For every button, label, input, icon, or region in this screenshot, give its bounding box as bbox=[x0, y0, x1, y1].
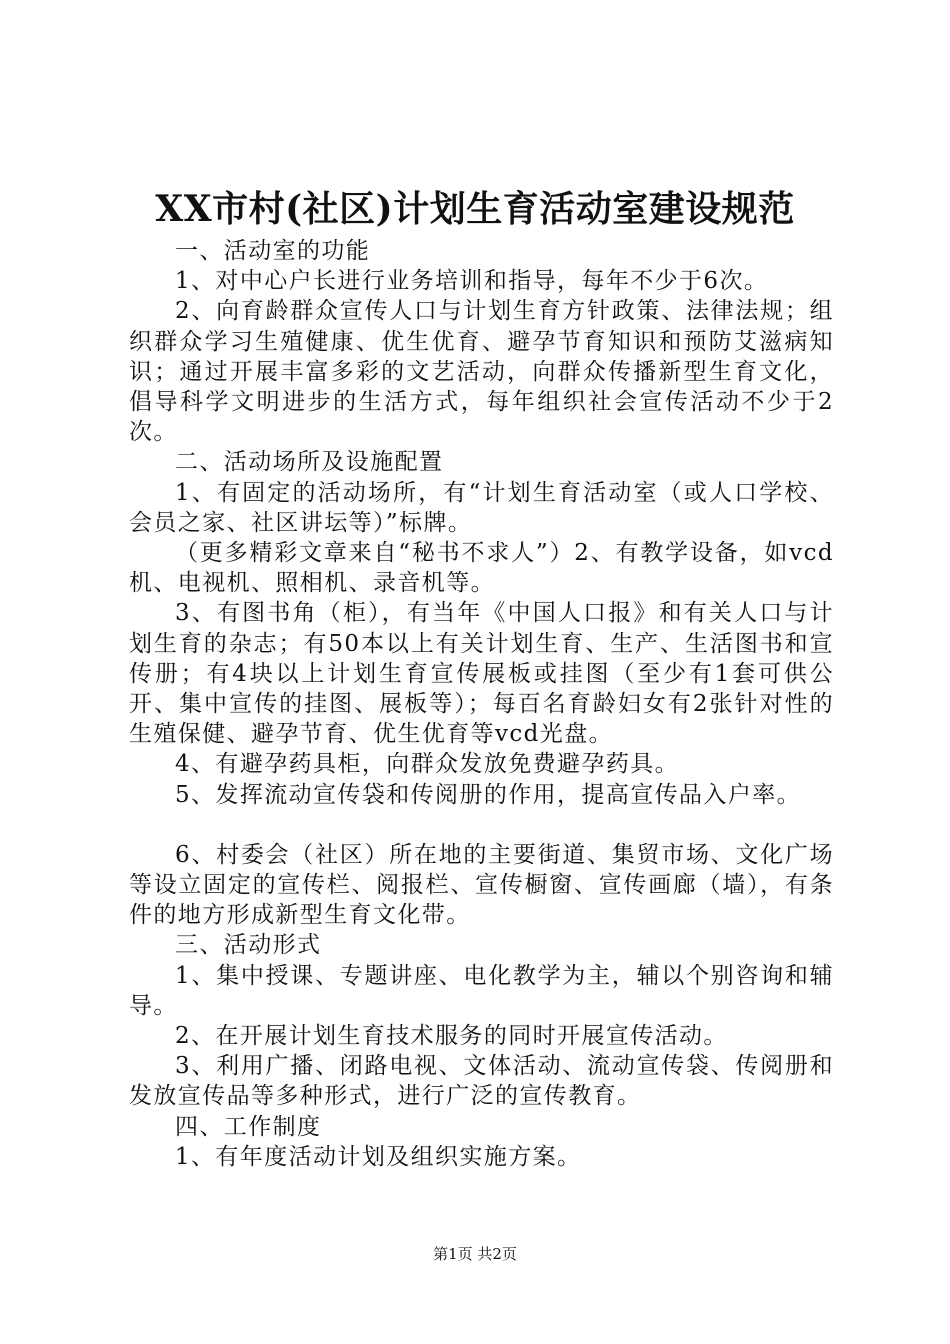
paragraph: 2、在开展计划生育技术服务的同时开展宣传活动。 bbox=[175, 1023, 728, 1050]
document-body bbox=[129, 236, 834, 1172]
paragraph: 6、村委会（社区）所在地的主要街道、集贸市场、文化广场等设立固定的宣传栏、阅报栏、宣传橱窗、宣传画廊（墙），有条件的地方形成新型生育文化带。 bbox=[129, 841, 834, 929]
paragraph: 3、利用广播、闭路电视、文体活动、流动宣传袋、传阅册和发放宣传品等多种形式，进行广泛的宣传教育。 bbox=[129, 1053, 834, 1110]
paragraph: 3、有图书角（柜），有当年《中国人口报》和有关人口与计划生育的杂志；有50本以上有关计划生育、生产、生活图书和宣传册；有4块以上计划生育宣传展板或挂图（至少有1套可供公开、集中宣传的挂图、展板等）；每百名育龄妇女有2张针对性的生殖保健、避孕节育、优生优育等vcd光盘。 bbox=[129, 600, 834, 748]
paragraph: 1、对中心户长进行业务培训和指导，每年不少于6次。 bbox=[175, 268, 769, 295]
page-number-footer: 第1页 共2页 bbox=[433, 1245, 517, 1263]
section-heading: 三、活动形式 bbox=[175, 932, 322, 959]
paragraph: 1、集中授课、专题讲座、电化教学为主，辅以个别咨询和辅导。 bbox=[129, 962, 834, 1019]
paragraph: 1、有固定的活动场所，有“计划生育活动室（或人口学校、会员之家、社区讲坛等）”标牌。 bbox=[129, 479, 834, 536]
section-heading: 四、工作制度 bbox=[175, 1113, 322, 1140]
paragraph: 4、有避孕药具柜，向群众发放免费避孕药具。 bbox=[175, 751, 680, 778]
section-heading: 一、活动室的功能 bbox=[175, 238, 371, 264]
paragraph: 2、向育龄群众宣传人口与计划生育方针政策、法律法规；组织群众学习生殖健康、优生优育、避孕节育知识和预防艾滋病知识；通过开展丰富多彩的文艺活动，向群众传播新型生育文化，倡导科学文明进步的生活方式，每年组织社会宣传活动不少于2次。 bbox=[129, 298, 834, 446]
paragraph: 5、发挥流动宣传袋和传阅册的作用，提高宣传品入户率。 bbox=[175, 781, 802, 808]
paragraph: 1、有年度活动计划及组织实施方案。 bbox=[175, 1143, 582, 1170]
document-title: XX市村(社区)计划生育活动室建设规范 bbox=[155, 188, 795, 230]
paragraph: （更多精彩文章来自“秘书不求人”）2、有教学设备，如vcd机、电视机、照相机、录音机等。 bbox=[129, 540, 834, 597]
section-heading: 二、活动场所及设施配置 bbox=[175, 449, 444, 476]
